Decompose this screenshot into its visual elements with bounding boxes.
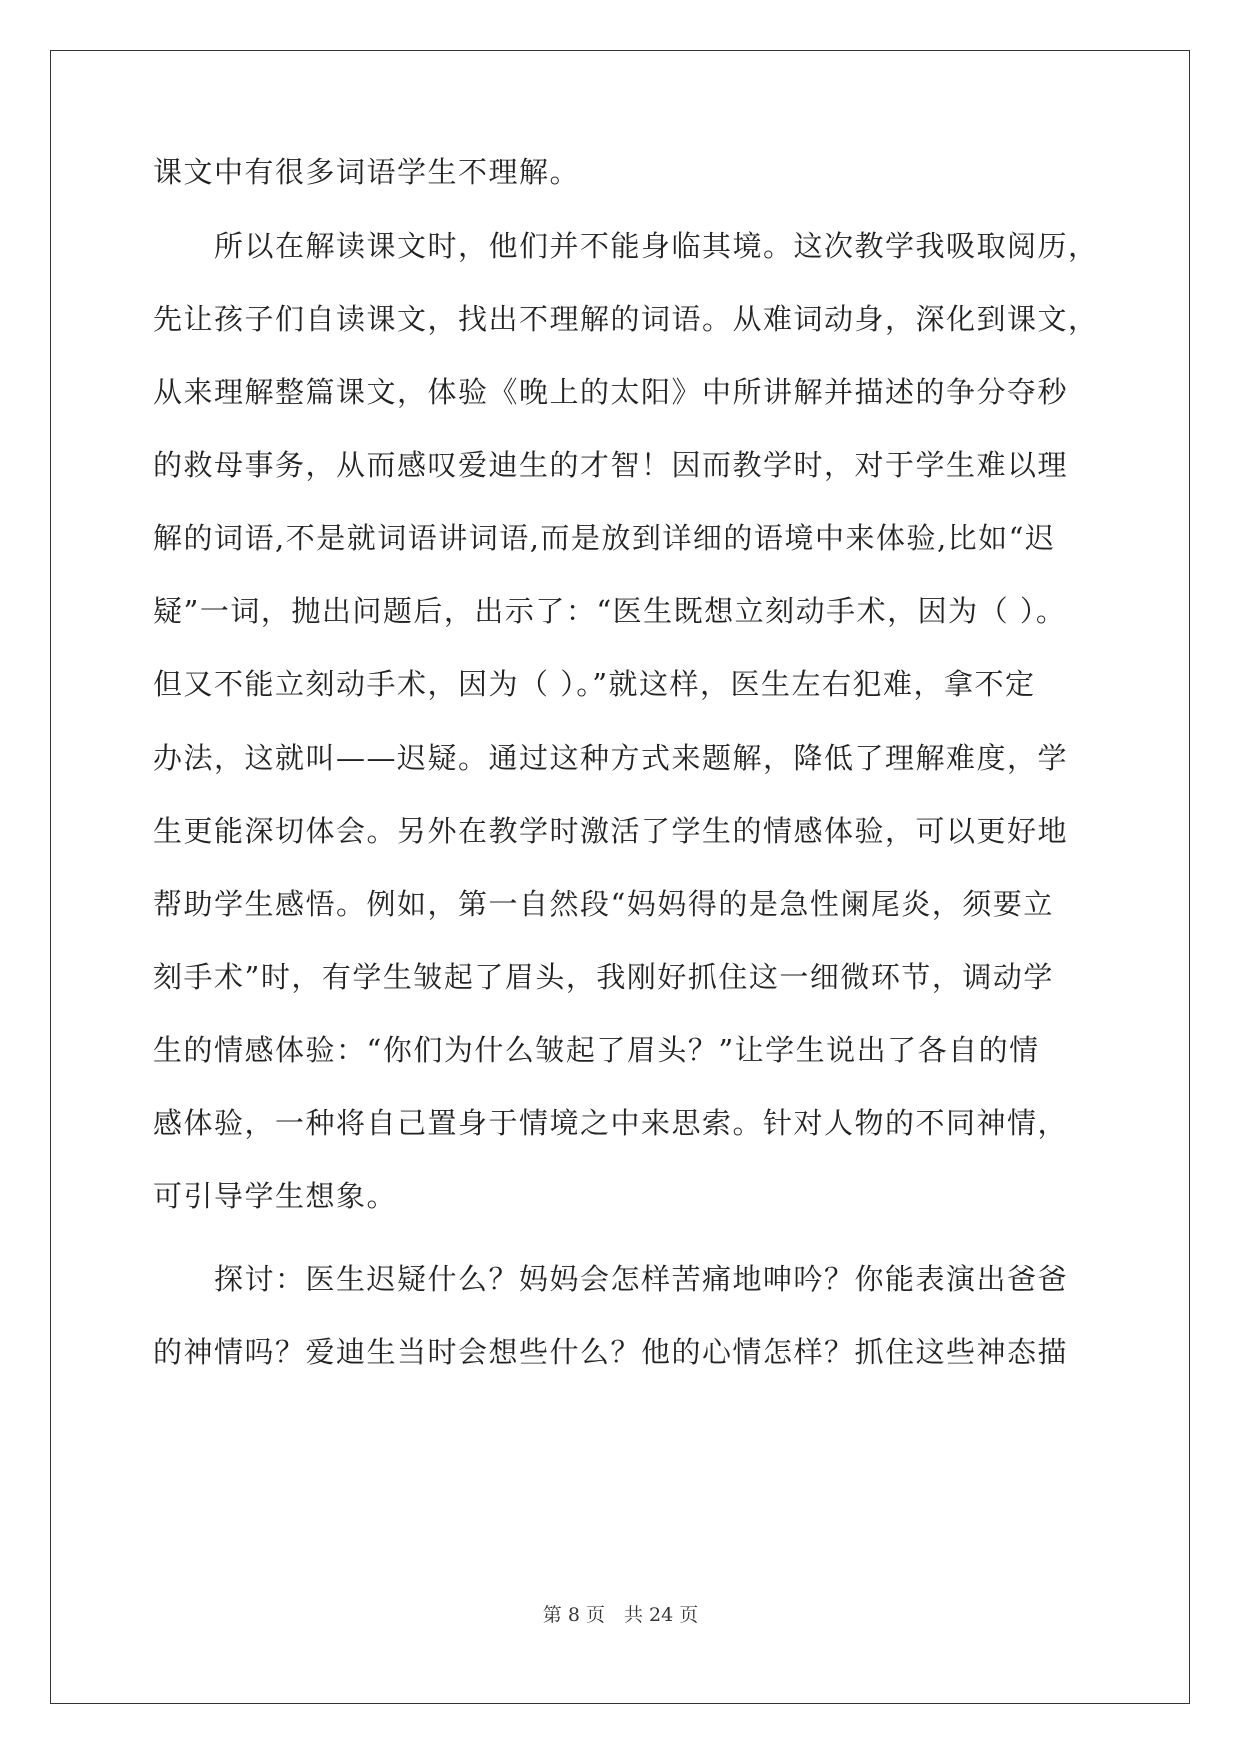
- text-line: 办法，这就叫——迟疑。通过这种方式来题解，降低了理解难度，学: [153, 741, 1069, 775]
- text-line: 探讨：医生迟疑什么？妈妈会怎样苦痛地呻吟？你能表演出爸爸: [153, 1262, 1069, 1296]
- text-line: 的救母事务，从而感叹爱迪生的才智！因而教学时，对于学生难以理: [153, 448, 1069, 482]
- text-line: 的神情吗？爱迪生当时会想些什么？他的心情怎样？抓住这些神态描: [153, 1335, 1069, 1369]
- text-line: 解的词语,不是就词语讲词语,而是放到详细的语境中来体验,比如“迟: [153, 521, 1056, 555]
- text-line: 所以在解读课文时，他们并不能身临其境。这次教学我吸取阅历，: [153, 229, 1099, 263]
- text-line: 感体验，一种将自己置身于情境之中来思索。针对人物的不同神情，: [153, 1106, 1069, 1140]
- text-line: 可引导学生想象。: [153, 1179, 398, 1213]
- text-line: 帮助学生感悟。例如，第一自然段“妈妈得的是急性阑尾炎，须要立: [153, 887, 1054, 921]
- text-line: 先让孩子们自读课文，找出不理解的词语。从难词动身，深化到课文，: [153, 302, 1099, 336]
- text-line: 刻手术”时，有学生皱起了眉头，我刚好抓住这一细微环节，调动学: [153, 960, 1054, 994]
- text-line: 生更能深切体会。另外在教学时激活了学生的情感体验，可以更好地: [153, 814, 1069, 848]
- page-number-footer: 第 8 页 共 24 页: [542, 1604, 699, 1626]
- text-line: 疑”一词，抛出问题后，出示了：“医生既想立刻动手术，因为（ ）。: [153, 594, 1067, 628]
- text-line: 课文中有很多词语学生不理解。: [153, 155, 581, 189]
- text-line: 生的情感体验：“你们为什么皱起了眉头？”让学生说出了各自的情: [153, 1033, 1040, 1067]
- text-line: 但又不能立刻动手术，因为（ ）。”就这样，医生左右犯难，拿不定: [153, 667, 1036, 701]
- text-line: 从来理解整篇课文，体验《晚上的太阳》中所讲解并描述的争分夺秒: [153, 375, 1069, 409]
